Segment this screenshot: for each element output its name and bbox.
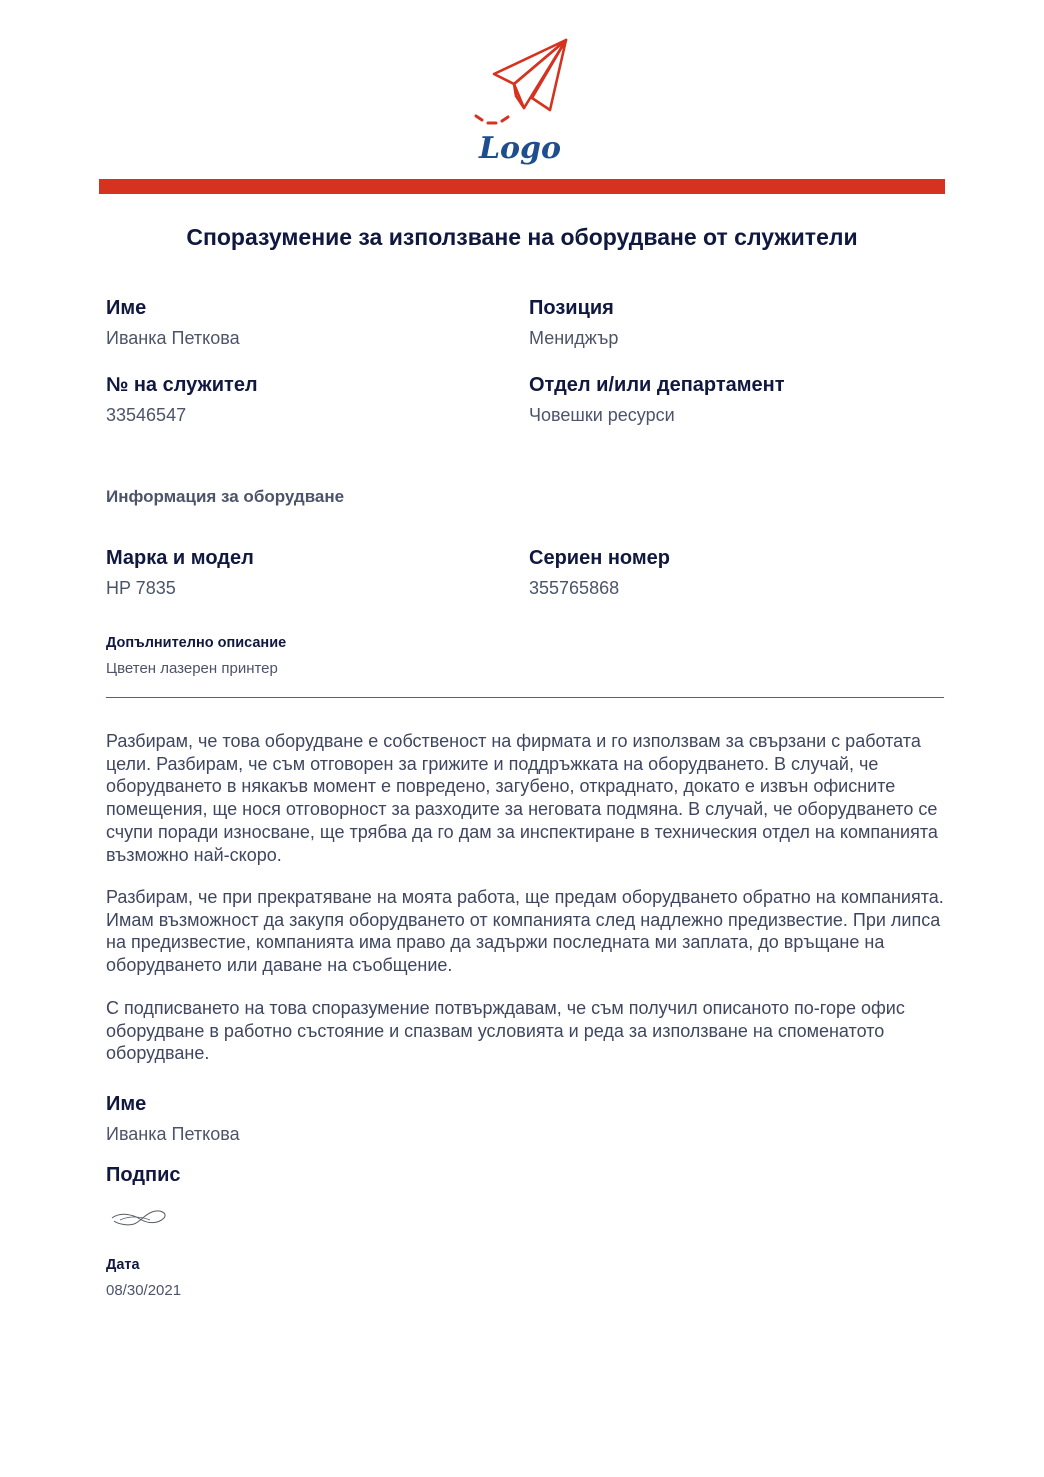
department-label: Отдел и/или департамент xyxy=(529,374,785,396)
date-value: 08/30/2021 xyxy=(106,1282,182,1299)
signoff-name-value: Иванка Петкова xyxy=(106,1124,240,1144)
description-label: Допълнително описание xyxy=(106,635,287,651)
department-value: Човешки ресурси xyxy=(529,405,675,425)
employee-name-label: Име xyxy=(106,297,147,319)
serial-number-value: 355765868 xyxy=(529,578,620,598)
signoff-name-label: Име xyxy=(106,1093,147,1115)
paper-plane-icon xyxy=(466,34,576,174)
employee-name-value: Иванка Петкова xyxy=(106,328,240,348)
svg-text:Logo: Logo xyxy=(478,131,562,166)
company-logo xyxy=(466,34,576,174)
employee-number-label: № на служител xyxy=(106,374,258,396)
position-label: Позиция xyxy=(529,297,614,319)
date-label: Дата xyxy=(106,1257,140,1273)
description-value: Цветен лазерен принтер xyxy=(106,660,278,677)
employee-number-value: 33546547 xyxy=(106,405,187,425)
agreement-paragraph: С подписването на това споразумение потвърждавам, че съм получил описаното по-горе офис оборудване в работно състояние и спазвам условията и реда за използване на споменатото оборудване. xyxy=(106,998,905,1064)
brand-model-label: Марка и модел xyxy=(106,547,254,569)
signature-image xyxy=(110,1204,168,1232)
position-value: Мениджър xyxy=(529,328,619,348)
brand-model-value: HP 7835 xyxy=(106,578,176,598)
signature-label: Подпис xyxy=(106,1164,181,1186)
section-divider xyxy=(106,697,944,698)
document-title: Споразумение за използване на оборудване от служители xyxy=(186,224,858,250)
agreement-paragraph: Разбирам, че при прекратяване на моята работа, ще предам оборудването обратно на компанията. Имам възможност да закупя оборудването от компанията след надлежно предизвестие. При липса на предизвестие, компанията има право да задържи последната ми заплата, до връщане на оборудването или даване на съобщение. xyxy=(106,887,944,976)
agreement-paragraph: Разбирам, че това оборудване е собственост на фирмата и го използвам за свързани с работата цели. Разбирам, че съм отговорен за грижите и поддръжката на оборудването. В случай, че оборудването в някакъв момент е повредено, загубено, откраднато, докато е извън офисните помещения, ще нося отговорност за разходите за неговата подмяна. В случай, че оборудването се счупи поради износване, ще трябва да го дам за инспектиране в техническия отдел на компанията възможно най-скоро. xyxy=(106,731,938,865)
header-accent-bar xyxy=(99,179,945,194)
serial-number-label: Сериен номер xyxy=(529,547,671,569)
equipment-section-title: Информация за оборудване xyxy=(106,487,345,506)
